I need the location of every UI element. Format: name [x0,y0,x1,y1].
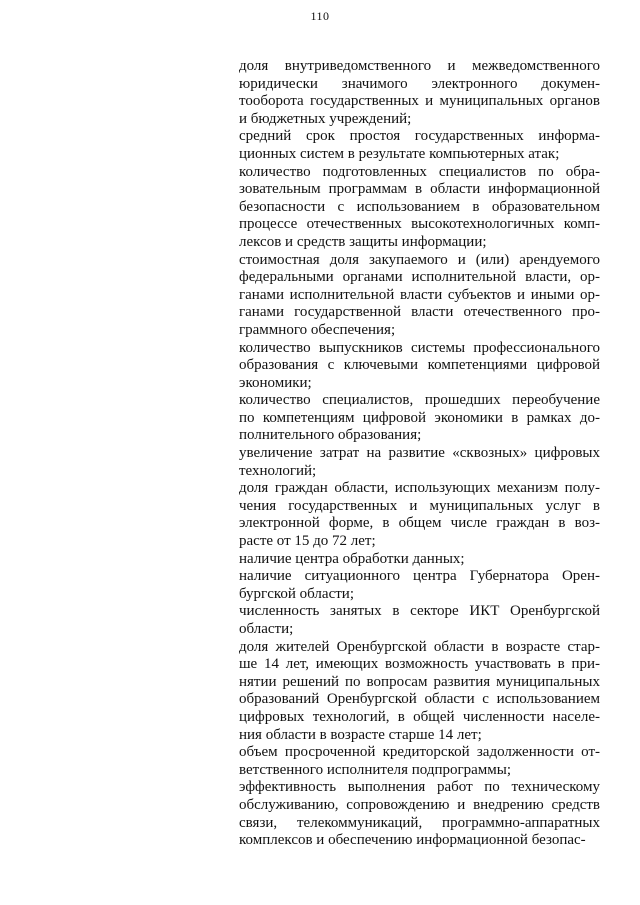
text-line: лексов и средств защиты информации; [239,233,487,250]
text-line: доля граждан области, использующих механизм полу- [239,480,600,497]
indicator-item [239,603,600,638]
text-line: эффективность выполнения работ по техническому [239,779,600,796]
text-line: технологий; [239,462,317,479]
text-line: граммного обеспечения; [239,321,396,338]
text-line: электронной форме, в общем числе граждан в воз- [239,515,600,532]
indicator-item [239,58,600,128]
text-line: количество специалистов, прошедших переобучение [239,392,600,409]
page-number: 110 [310,9,330,23]
indicator-item [239,551,600,569]
indicator-item [239,480,600,550]
text-line: ветственного исполнителя подпрограммы; [239,761,512,778]
indicator-item [239,340,600,393]
text-line: объем просроченной кредиторской задолженности от- [239,744,600,761]
text-line: комплексов и обеспечению информационной безопас- [239,832,586,849]
text-line: доля жителей Оренбургской области в возрасте стар- [239,638,600,655]
indicator-item [239,128,600,163]
text-line: количество выпускников системы профессионального [239,339,600,356]
text-line: нятии решений по вопросам развития муниципальных [239,673,600,690]
indicator-item [239,744,600,779]
text-line: доля внутриведомственного и межведомственного [239,58,600,74]
text-line: наличие ситуационного центра Губернатора Орен- [239,568,600,585]
text-line: по компетенциям цифровой экономики в рамках до- [239,409,600,426]
text-line: цифровых технологий, в общей численности населе- [239,708,600,725]
text-line: стоимостная доля закупаемого и (или) арендуемого [239,251,600,268]
text-line: наличие центра обработки данных; [239,550,465,567]
indicator-item [239,164,600,252]
indicator-item [239,639,600,745]
text-line: ционных систем в результате компьютерных атак; [239,145,560,162]
text-line: расте от 15 до 72 лет; [239,533,376,550]
indicator-item [239,568,600,603]
text-line: безопасности с использованием в образовательном [239,198,600,215]
text-line: численность занятых в секторе ИКТ Оренбургской [239,603,600,620]
text-line: процессе отечественных высокотехнологичных комп- [239,216,600,233]
indicator-list [239,58,600,850]
text-line: образования с ключевыми компетенциями цифровой [239,357,600,374]
indicator-item [239,445,600,480]
indicator-item [239,392,600,445]
text-line: ганами государственной власти отечественного про- [239,304,600,321]
text-line: зовательным программам в области информационной [239,181,600,198]
text-line: ганами исполнительной власти субъектов и иными ор- [239,286,600,303]
text-line: связи, телекоммуникаций, программно-аппаратных [239,814,600,831]
text-line: чения государственных и муниципальных услуг в [239,497,600,514]
text-line: количество подготовленных специалистов по обра- [239,163,600,180]
text-line: экономики; [239,374,312,391]
text-line: ше 14 лет, имеющих возможность участвовать в при- [239,656,600,673]
text-line: тооборота государственных и муниципальных органов [239,93,600,110]
indicator-item [239,252,600,340]
text-line: и бюджетных учреждений; [239,110,412,127]
indicator-item [239,779,600,849]
text-line: федеральными органами исполнительной власти, ор- [239,269,600,286]
text-line: бургской области; [239,585,354,602]
text-line: обслуживанию, сопровождению и внедрению средств [239,796,600,813]
text-line: увеличение затрат на развитие «сквозных» цифровых [239,445,600,462]
text-line: образований Оренбургской области с использованием [239,691,600,708]
text-line: средний срок простоя государственных информа- [239,128,600,145]
text-line: полнительного образования; [239,427,422,444]
text-line: области; [239,621,294,637]
text-line: юридически значимого электронного докумен- [239,75,600,92]
text-line: ния области в возрасте старше 14 лет; [239,726,482,743]
